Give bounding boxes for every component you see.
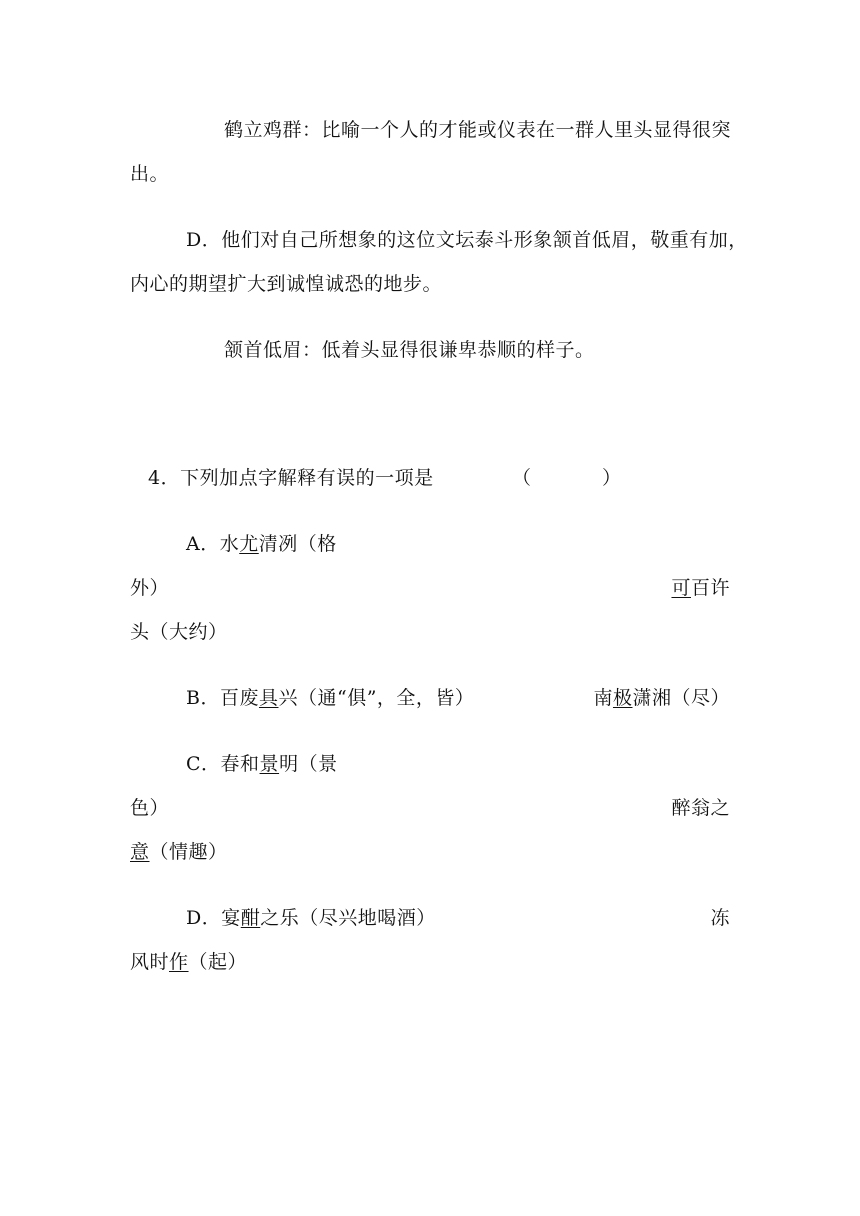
dotted-char: 具 <box>258 687 279 709</box>
option-c-line3: 意（情趣） <box>130 841 228 863</box>
option-c-line2-left: 色） <box>130 797 170 819</box>
dotted-char: 意 <box>130 841 150 863</box>
question-4-stem: 4．下列加点字解释有误的一项是 <box>148 467 434 489</box>
idiom-definition-heli: 鹤立鸡群：比喻一个人的才能或仪表在一群人里头显得很突 <box>224 119 732 141</box>
option-a-line1: A．水尤清冽（格 <box>186 533 337 555</box>
dotted-char: 尤 <box>239 533 259 555</box>
answer-paren-close: ） <box>602 467 622 489</box>
option-a-line2-right: 可百许 <box>671 577 730 599</box>
idiom-definition-heli-cont: 出。 <box>130 163 170 185</box>
dotted-char: 极 <box>612 687 633 709</box>
dotted-char: 作 <box>169 951 189 973</box>
dotted-char: 酣 <box>240 907 261 929</box>
option-d-line1-right: 冻 <box>710 907 730 929</box>
dotted-char: 景 <box>259 753 280 775</box>
dotted-char: 可 <box>671 577 691 599</box>
option-c-line2-right: 醉翁之 <box>671 797 730 819</box>
option-d-sentence: D．他们对自己所想象的这位文坛泰斗形象颔首低眉，敬重有加， <box>186 229 748 251</box>
option-d-sentence-cont: 内心的期望扩大到诚惶诚恐的地步。 <box>130 273 443 295</box>
option-b-left: B．百废具兴（通“俱”，全，皆） <box>186 687 475 709</box>
idiom-definition-hanshou: 颔首低眉：低着头显得很谦卑恭顺的样子。 <box>224 339 595 361</box>
option-b-right: 南极潇湘（尽） <box>593 687 730 709</box>
option-a-line2-left: 外） <box>130 577 170 599</box>
option-c-line1: C．春和景明（景 <box>186 753 338 775</box>
option-d-line2: 风时作（起） <box>130 951 248 973</box>
option-d-line1: D．宴酣之乐（尽兴地喝酒） <box>186 907 436 929</box>
answer-paren-open: （ <box>512 467 532 489</box>
option-a-line3: 头（大约） <box>130 621 228 643</box>
